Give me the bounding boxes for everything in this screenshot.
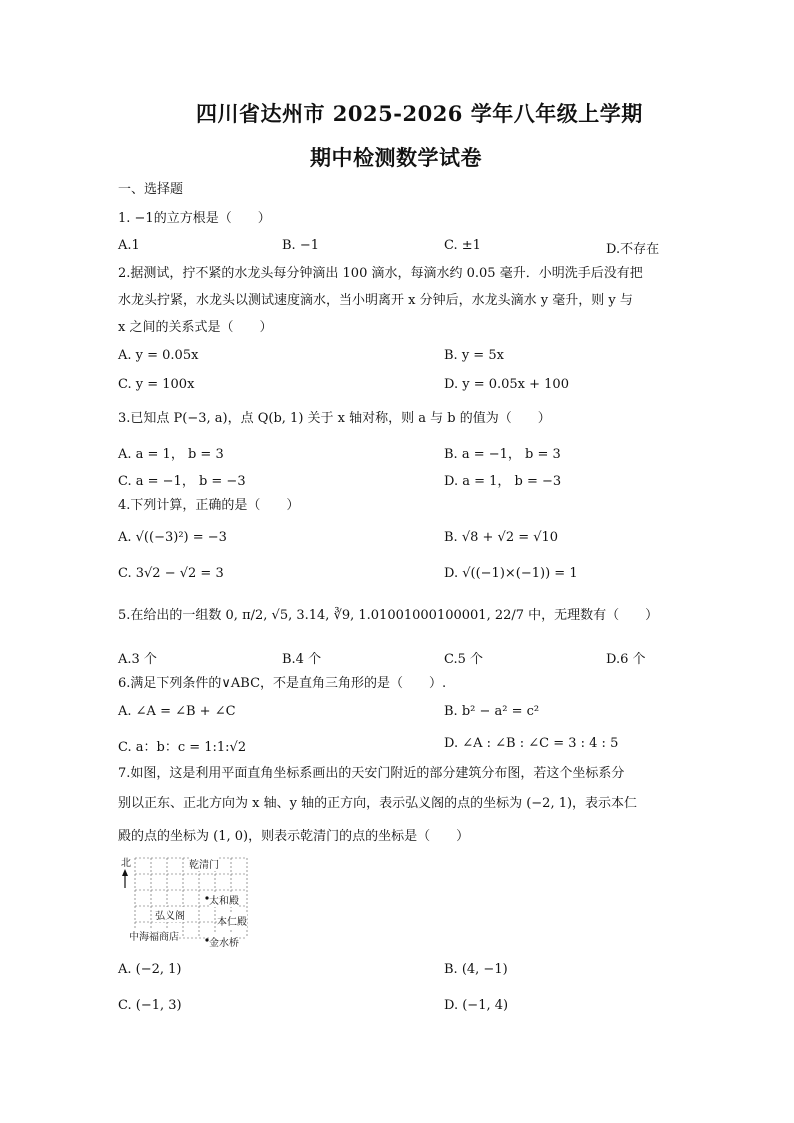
- question-5-option-c: C.5 个: [444, 652, 484, 667]
- question-2-option-a: A. y = 0.05x: [118, 348, 199, 363]
- question-6-stem: 6.满足下列条件的∨ABC，不是直角三角形的是（ ）.: [118, 676, 447, 691]
- palace-map-figure: [121, 854, 251, 949]
- hongyige-label: 弘义阁: [155, 907, 185, 922]
- question-2-line3: x 之间的关系式是（ ）: [118, 320, 273, 335]
- question-2-line2: 水龙头拧紧，水龙头以测试速度滴水，当小明离开 x 分钟后，水龙头滴水 y 毫升，则 y 与: [118, 293, 633, 308]
- question-7-line2: 别以正东、正北方向为 x 轴、y 轴的正方向，表示弘义阁的点的坐标为 (−2, 1)，表示本仁: [118, 796, 638, 811]
- question-5-option-a: A.3 个: [118, 652, 157, 667]
- question-7-option-a: A. (−2, 1): [118, 962, 182, 977]
- question-7-option-d: D. (−1, 4): [444, 998, 509, 1013]
- question-4-option-a: A. √((−3)²) = −3: [118, 530, 227, 545]
- question-3-option-d: D. a = 1， b = −3: [444, 474, 562, 489]
- question-6-option-c: C. a：b：c = 1:1:√2: [118, 740, 247, 755]
- question-3-option-b: B. a = −1， b = 3: [444, 447, 561, 462]
- question-1-option-b: B. −1: [282, 238, 319, 253]
- question-7-option-b: B. (4, −1): [444, 962, 508, 977]
- question-3-option-a: A. a = 1， b = 3: [118, 447, 224, 462]
- question-7-option-c: C. (−1, 3): [118, 998, 182, 1013]
- section-heading: 一、选择题: [118, 182, 184, 197]
- question-5-option-d: D.6 个: [606, 652, 646, 667]
- zhonghai-label: 中海福商店: [129, 928, 179, 943]
- question-2-line1: 2.据测试，拧不紧的水龙头每分钟滴出 100 滴水，每滴水约 0.05 毫升．小明洗手后没有把: [118, 266, 643, 281]
- page-title-line2: 期中检测数学试卷: [310, 145, 482, 170]
- question-1-option-a: A.1: [118, 238, 140, 253]
- question-4-option-c: C. 3√2 − √2 = 3: [118, 566, 224, 581]
- question-4-option-d: D. √((−1)×(−1)) = 1: [444, 566, 578, 581]
- question-5-option-b: B.4 个: [282, 652, 322, 667]
- qianqingmen-label: 乾清门: [189, 856, 219, 871]
- jinshuiqiao-label: 金水桥: [209, 934, 239, 949]
- question-1-option-c: C. ±1: [444, 238, 481, 253]
- question-2-option-d: D. y = 0.05x + 100: [444, 377, 569, 392]
- question-1-option-d: D.不存在: [606, 242, 660, 257]
- question-4-option-b: B. √8 + √2 = √10: [444, 530, 559, 545]
- question-1-stem: 1. −1的立方根是（ ）: [118, 211, 271, 226]
- question-6-option-b: B. b² − a² = c²: [444, 704, 540, 719]
- north-label: 北: [121, 858, 131, 869]
- question-6-option-d: D. ∠A : ∠B : ∠C = 3 : 4 : 5: [444, 736, 619, 751]
- question-2-option-c: C. y = 100x: [118, 377, 195, 392]
- taihedian-label: 太和殿: [209, 892, 239, 907]
- question-6-option-a: A. ∠A = ∠B + ∠C: [118, 704, 236, 719]
- question-3-option-c: C. a = −1， b = −3: [118, 474, 246, 489]
- question-3-stem: 3.已知点 P(−3, a)，点 Q(b, 1) 关于 x 轴对称，则 a 与 b 的值为（ ）: [118, 411, 551, 426]
- question-7-line1: 7.如图，这是利用平面直角坐标系画出的天安门附近的部分建筑分布图，若这个坐标系分: [118, 766, 625, 781]
- question-2-option-b: B. y = 5x: [444, 348, 504, 363]
- benrendian-label: 本仁殿: [217, 913, 247, 928]
- question-7-line3: 殿的点的坐标为 (1, 0)，则表示乾清门的点的坐标是（ ）: [118, 829, 470, 844]
- question-4-stem: 4.下列计算，正确的是（ ）: [118, 498, 300, 513]
- question-5-stem: 5.在给出的一组数 0, π/2, √5, 3.14, ∛9, 1.01001000100001, 22/7 中，无理数有（ ）: [118, 608, 659, 623]
- page-title-line1: 四川省达州市 2025-2026 学年八年级上学期: [196, 101, 643, 126]
